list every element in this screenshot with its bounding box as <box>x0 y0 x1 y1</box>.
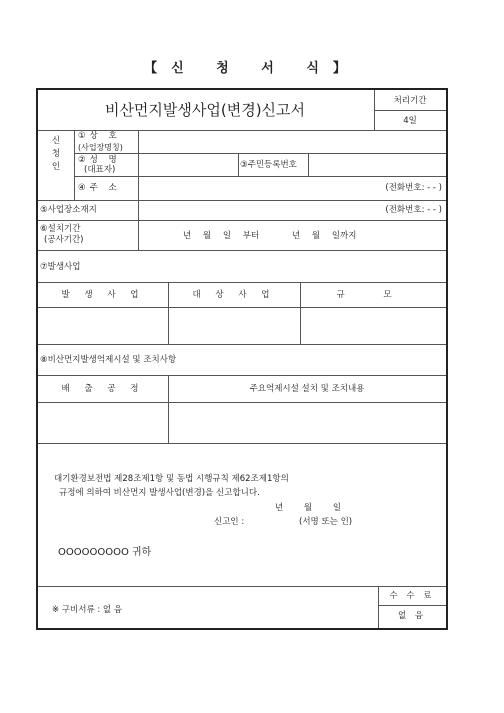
trade-name-sublabel: (사업장명칭) <box>78 143 123 152</box>
divider <box>138 130 139 200</box>
divider <box>74 176 446 177</box>
facility-section-label: ⑧비산먼지발생억제시설 및 조치사항 <box>40 355 177 365</box>
form-border-top <box>36 88 448 90</box>
business-section-label: ⑦발생사업 <box>40 262 81 272</box>
applicant-signature-label: 신고인 : <box>214 517 245 527</box>
business-column-header: 발 생 사 업 <box>61 290 145 300</box>
fee-value: 없 음 <box>397 611 427 621</box>
recipient-text: OOOOOOOOO 귀하 <box>58 547 152 558</box>
divider <box>38 586 446 587</box>
divider <box>38 402 446 403</box>
scale-field[interactable] <box>302 309 444 342</box>
divider <box>38 220 446 221</box>
installation-period-label: ⑥설치기간 <box>40 224 81 234</box>
divider <box>38 282 446 283</box>
representative-name-sublabel: (대표자) <box>84 165 116 175</box>
representative-name-field[interactable] <box>140 155 236 174</box>
site-phone-label: (전화번호: - - ) <box>385 205 442 215</box>
resident-number-label: ③주민등록번호 <box>240 160 297 170</box>
resident-number-field[interactable] <box>310 155 444 174</box>
declaration-text-line2: 규정에 의하여 비산먼지 발생사업(변경)을 신고합니다. <box>59 488 260 498</box>
declaration-text-line1: 대기환경보전법 제28조제1항 및 동법 시행규칙 제62조제1항의 <box>54 474 289 484</box>
facility-column-header: 주요억제시설 설치 및 조치내용 <box>249 384 365 394</box>
divider <box>38 200 446 201</box>
applicant-signature-field[interactable] <box>250 514 295 528</box>
business-column-header: 대 상 사 업 <box>192 290 276 300</box>
facility-column-header: 배 출 공 정 <box>61 384 145 394</box>
address-phone-label: (전화번호: - - ) <box>385 183 442 193</box>
site-address-label: ⑤사업장소재지 <box>40 205 97 215</box>
divider <box>378 605 446 606</box>
form-title: 비산먼지발생사업(변경)신고서 <box>104 101 306 119</box>
divider <box>74 153 446 154</box>
installation-period-sublabel: (공사기간) <box>44 235 84 245</box>
divider <box>38 375 446 376</box>
fee-label: 수 수 료 <box>389 591 435 601</box>
applicant-section-label: 신청인 <box>51 136 61 172</box>
trade-name-label: ①상 호 <box>78 131 121 141</box>
form-border-right <box>446 88 448 630</box>
divider <box>38 307 446 308</box>
business-type-field[interactable] <box>40 309 166 342</box>
period-from-text[interactable]: 년 월 일 부터 <box>183 231 260 241</box>
trade-name-field[interactable] <box>140 132 444 151</box>
divider <box>38 344 446 345</box>
divider <box>374 110 446 111</box>
divider <box>38 443 446 444</box>
signature-or-seal-label: (서명 또는 인) <box>299 517 353 527</box>
document-header-title: 【신 청 서 식】 <box>144 61 360 76</box>
divider <box>74 130 75 200</box>
processing-period-value: 4일 <box>403 116 417 126</box>
representative-name-label: ②성 명 <box>78 155 121 165</box>
divider <box>138 200 139 220</box>
form-border-bottom <box>36 628 448 630</box>
declaration-date[interactable]: 년 월 일 <box>275 503 342 513</box>
required-documents-text: ※ 구비서류 : 없 음 <box>52 605 123 615</box>
divider <box>238 153 239 176</box>
suppression-measures-field[interactable] <box>170 404 444 441</box>
target-business-field[interactable] <box>170 309 298 342</box>
divider <box>38 250 446 251</box>
emission-process-field[interactable] <box>40 404 166 441</box>
divider <box>308 153 309 176</box>
business-column-header: 규 모 <box>336 290 410 300</box>
period-to-text[interactable]: 년 월 일까지 <box>292 231 357 241</box>
divider <box>138 220 139 250</box>
address-label: ④주 소 <box>78 183 121 193</box>
processing-period-label: 처리기간 <box>393 96 427 106</box>
